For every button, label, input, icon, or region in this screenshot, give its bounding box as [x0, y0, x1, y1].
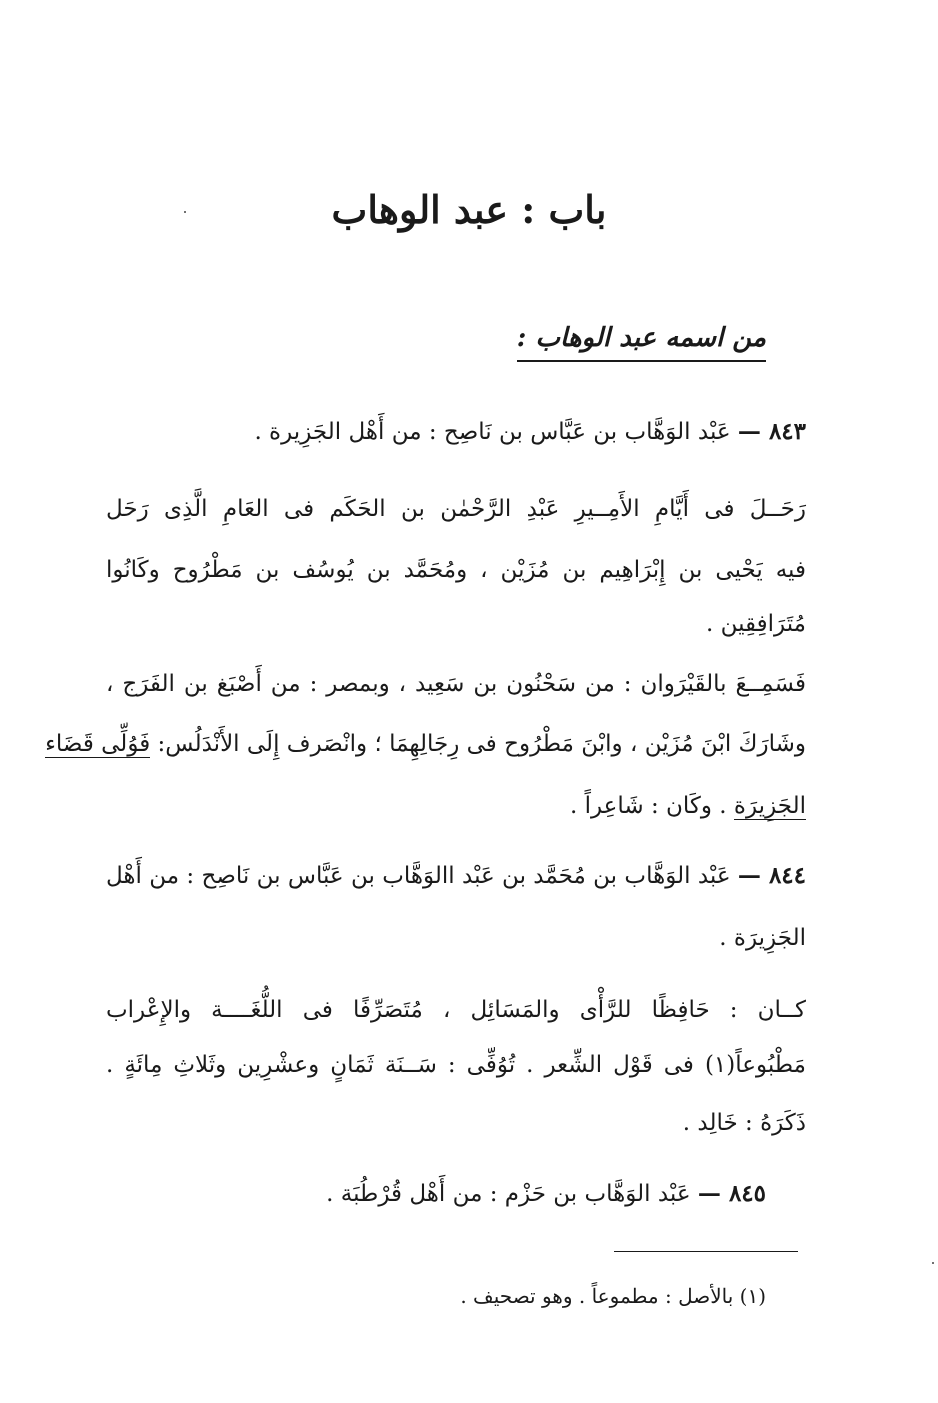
entry-843-heading: [106, 412, 806, 452]
entry-number: ٨٤٤ —: [737, 862, 806, 889]
paragraph-line: فيه يَحْيى بن إِبْرَاهِيم بن مُزَيْن ، ومُحَمَّد بن يُوسُف بن مَطْرُوح وكَانُوا: [106, 557, 806, 583]
scan-speck: [932, 1262, 934, 1264]
entry-number: ٨٤٥ —: [697, 1180, 766, 1207]
paragraph-line: [106, 786, 806, 826]
entry-heading-text: عَبْد الوَهَّاب بن عَبَّاس بن نَاصِح : من أَهْل الجَزِيرة .: [254, 419, 731, 445]
paragraph-line: [45, 724, 806, 764]
scan-speck: [184, 211, 186, 213]
paragraph-line: ذَكَرَهُ : خَالِد .: [682, 1110, 806, 1136]
paragraph-line: رَحَــلَ فى أَيَّامِ الأَمِــيرِ عَبْدِ الرَّحْمٰن بن الحَكَم فى العَامِ الَّذِى رَحَل: [106, 496, 806, 522]
entry-844-heading: [106, 856, 806, 896]
paragraph-line: مُتَرَافِقِين .: [705, 611, 806, 637]
entry-number: ٨٤٣ —: [737, 418, 806, 445]
paragraph-line: فَسَمِــعَ بالقَيْرَوان : من سَحْنُون بن سَعِيد ، وبمصر : من أَصْبَغ بن الفَرَج ،: [106, 671, 806, 697]
paragraph-text: وشَارَكَ ابْنَ مُزَيْن ، وابْنَ مَطْرُوح فى رِجَالِهِمَا ؛ وانْصَرف إِلَى الأَنْدَلُس:: [157, 731, 806, 757]
paragraph-line: مَطْبُوعاً(١) فى قَوْل الشِّعر . تُوُفِّى : سَــنَة ثَمَانٍ وعشْرِين وثَلاثِ مِائَةٍ .: [106, 1052, 806, 1078]
footnote: (١) بالأصل : مطموعاً . وهو تصحيف .: [460, 1284, 766, 1308]
chapter-title: باب : عبد الوهاب: [331, 187, 607, 232]
entry-heading-text: عَبْد الوَهَّاب بن مُحَمَّد بن عَبْد االوَهَّاب بن عَبَّاس بن نَاصِح : من أَهْل: [106, 863, 731, 889]
underlined-text: فَوُلِّى قَضَاء: [45, 731, 151, 757]
entry-845-heading: [106, 1174, 766, 1214]
paragraph-line: الجَزِيرَة .: [719, 925, 806, 951]
paragraph-text: . وكَان : شَاعِراً .: [569, 793, 727, 819]
paragraph-line: كــان : حَافِظًا للرَّأْى والمَسَائِل ، مُتَصَرِّفًا فى اللُّغَــــة والإِعْراب: [106, 997, 806, 1023]
section-subheading: من اسمه عبد الوهاب :: [517, 318, 766, 362]
entry-heading-text: عَبْد الوَهَّاب بن حَزْم : من أَهْل قُرْطُبَة .: [326, 1181, 691, 1207]
underlined-text: الجَزِيرَة: [733, 793, 806, 819]
footnote-separator: [614, 1251, 798, 1252]
